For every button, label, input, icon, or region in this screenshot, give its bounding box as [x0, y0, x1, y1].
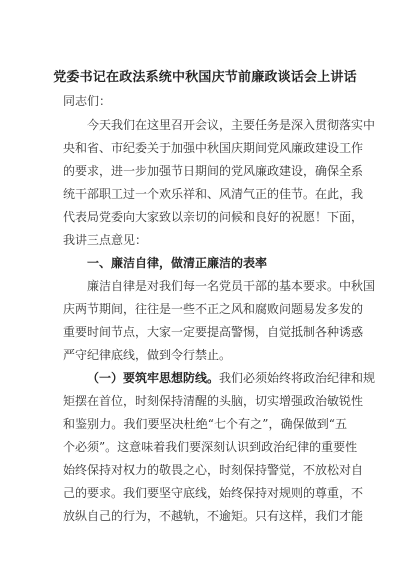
paragraph-line: 代表局党委向大家致以亲切的问候和良好的祝愿！下面， — [63, 210, 364, 224]
paragraph-text: 我们必须始终将政治纪律和规 — [219, 371, 376, 385]
paragraph-line: 统干部职工过一个欢乐祥和、风清气正的佳节。在此，我 — [63, 187, 364, 201]
paragraph-line: 我讲三点意见： — [63, 233, 148, 247]
paragraph-line: 今天我们在这里召开会议，主要任务是深入贯彻落实中 — [87, 118, 376, 132]
paragraph-line: 和鉴别力。我们要坚决杜绝“七个有之”，确保做到“五 — [63, 417, 347, 431]
paragraph-line — [87, 370, 376, 386]
paragraph-line: 庆两节期间，往往是一些不正之风和腐败问题易发多发的 — [63, 302, 364, 316]
paragraph-line: 廉洁自律是对我们每一名党员干部的基本要求。中秋国 — [87, 279, 376, 293]
salutation: 同志们： — [63, 94, 112, 108]
document-title: 党委书记在政法系统中秋国庆节前廉政谈话会上讲话 — [53, 70, 357, 85]
paragraph-line: 的要求，进一步加强节日期间的党风廉政建设，确保全系 — [63, 164, 364, 178]
paragraph-line: 严守纪律底线，做到令行禁止。 — [63, 348, 232, 362]
paragraph-line: 矩摆在首位，时刻保持清醒的头脑，切实增强政治敏锐性 — [63, 394, 364, 408]
paragraph-line: 重要时间节点，大家一定要提高警惕，自觉抵制各种诱惑 — [63, 325, 364, 339]
paragraph-line: 放纵自己的行为，不越轨，不逾矩。只有这样，我们才能 — [63, 509, 364, 523]
paragraph-line: 始终保持对权力的敬畏之心，时刻保持警觉，不放松对自 — [63, 463, 364, 477]
paragraph-line: 己的要求。我们要坚守底线，始终保持对规则的尊重，不 — [63, 486, 364, 500]
paragraph-line: 央和省、市纪委关于加强中秋国庆期间党风廉政建设工作 — [63, 141, 364, 155]
section-heading: 一、廉洁自律，做清正廉洁的表率 — [87, 256, 268, 270]
subsection-label: （一）要筑牢思想防线。 — [87, 371, 220, 385]
paragraph-line: 个必须”。这意味着我们要深刻认识到政治纪律的重要性 — [63, 440, 358, 454]
